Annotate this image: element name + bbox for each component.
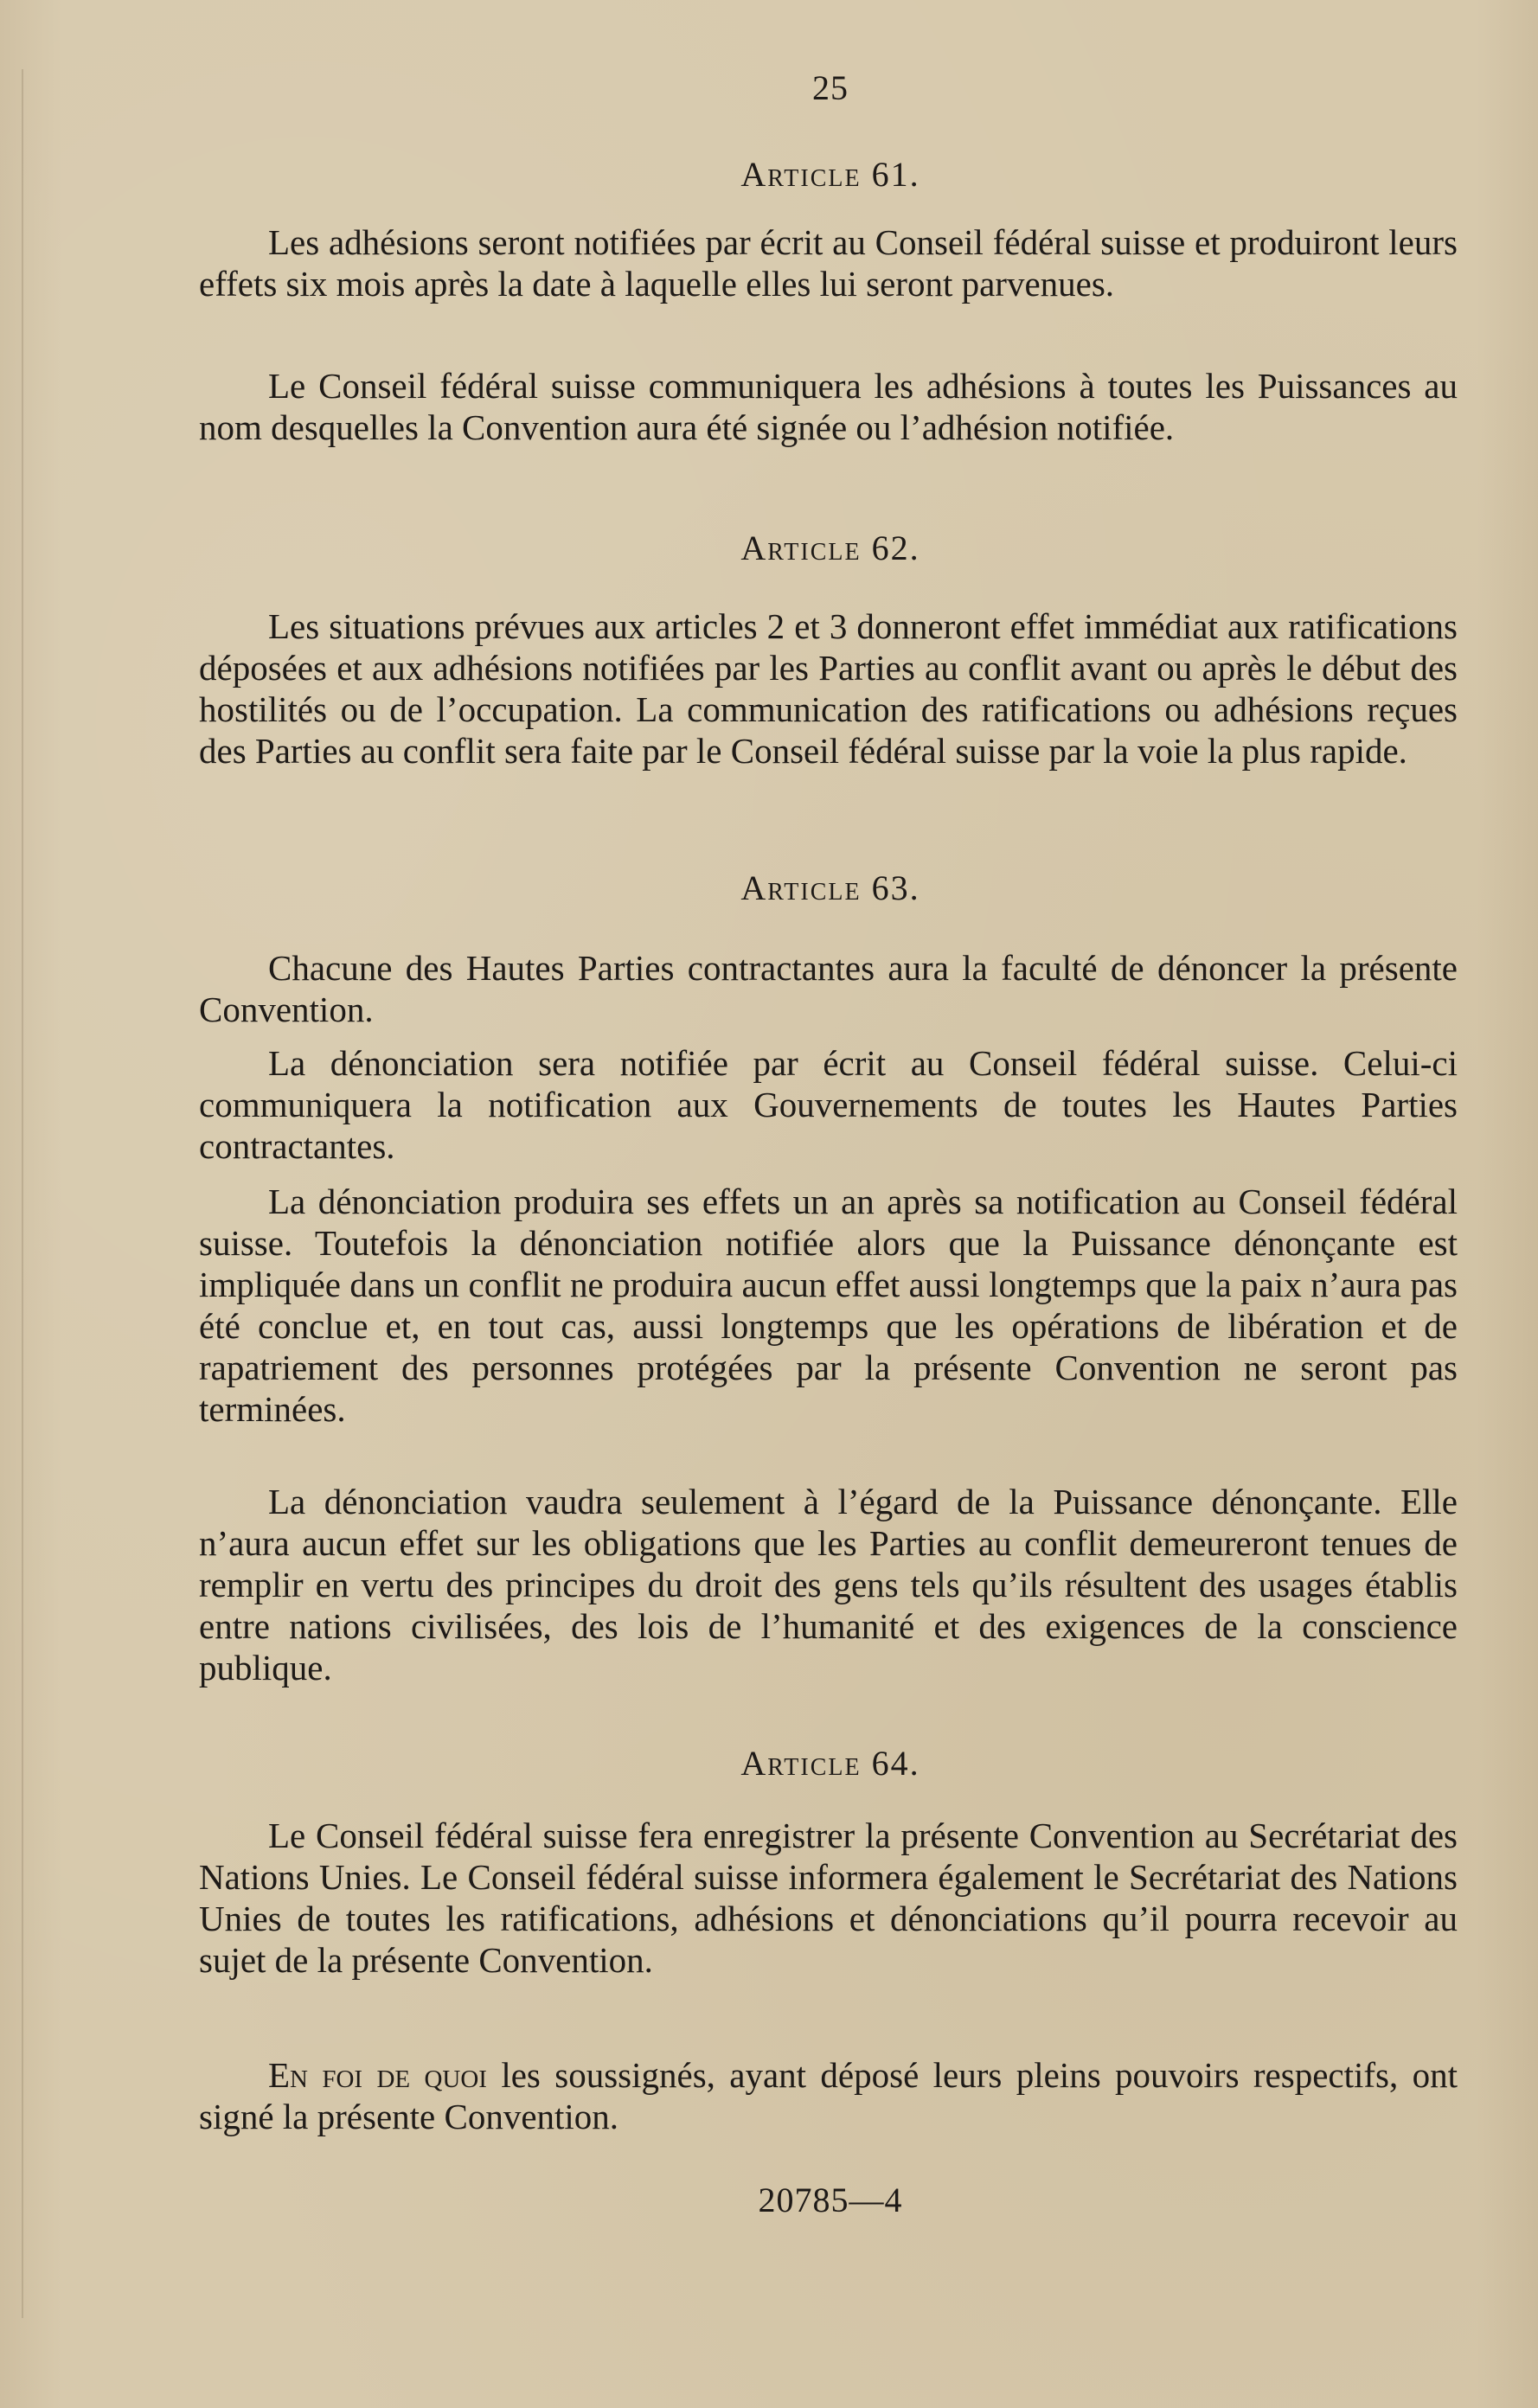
article-63-paragraph-1: Chacune des Hautes Parties contractantes aura la faculté de dénoncer la présente Convention. (199, 948, 1458, 1029)
closing-text: les soussignés, ayant déposé leurs pleins pouvoirs respectifs, ont signé la présente Convention. (199, 2055, 1458, 2136)
closing-lead: En foi de quoi (268, 2055, 487, 2095)
article-61-heading (164, 154, 1496, 195)
article-number: 64. (871, 1744, 920, 1783)
margin-shadow (22, 69, 23, 2318)
article-63-heading (164, 868, 1496, 908)
closing-paragraph (199, 2054, 1458, 2137)
article-64-heading (164, 1743, 1496, 1784)
article-label: Article (740, 155, 862, 194)
article-number: 61. (871, 155, 920, 194)
article-label: Article (740, 1744, 862, 1783)
article-61-paragraph-1: Les adhésions seront notifiées par écrit au Conseil fédéral suisse et produiront leurs effets six mois après la date à laquelle elles lui seront parvenues. (199, 222, 1458, 304)
article-number: 62. (871, 528, 920, 567)
article-63-paragraph-4: La dénonciation vaudra seulement à l’égard de la Puissance dénonçante. Elle n’aura aucun effet sur les obligations que les Parties au conflit demeureront tenues de remplir en vertu des principes du droit des gens tels qu’ils résultent des usages établis entre nations civilisées, des lois de l’humanité et des exigences de la conscience publique. (199, 1482, 1458, 1688)
article-63-paragraph-2: La dénonciation sera notifiée par écrit au Conseil fédéral suisse. Celui-ci communiquera la notification aux Gouvernements de toutes les Hautes Parties contractantes. (199, 1043, 1458, 1166)
page-number: 25 (812, 68, 849, 107)
article-61-paragraph-2: Le Conseil fédéral suisse communiquera les adhésions à toutes les Puissances au nom desquelles la Convention aura été signée ou l’adhésion notifiée. (199, 366, 1458, 447)
article-62-heading (164, 528, 1496, 568)
article-label: Article (740, 528, 862, 567)
article-number: 63. (871, 868, 920, 907)
article-label: Article (740, 868, 862, 907)
print-code: 20785—4 (758, 2181, 903, 2219)
document-page (164, 0, 1462, 2408)
article-64-paragraph-1: Le Conseil fédéral suisse fera enregistrer la présente Convention au Secrétariat des Nations Unies. Le Conseil fédéral suisse informera également le Secrétariat des Nations Unies de toutes les ratifications, adhésions et dénonciations qu’il pourra recevoir au sujet de la présente Convention. (199, 1816, 1458, 1980)
article-62-paragraph-1: Les situations prévues aux articles 2 et 3 donneront effet immédiat aux ratifications déposées et aux adhésions notifiées par les Parties au conflit avant ou après le début des hostilités ou de l’occupation. La communication des ratifications ou adhésions reçues des Parties au conflit sera faite par le Conseil fédéral suisse par la voie la plus rapide. (199, 606, 1458, 771)
article-63-paragraph-3: La dénonciation produira ses effets un an après sa notification au Conseil fédéral suisse. Toutefois la dénonciation notifiée alors que la Puissance dénonçante est impliquée dans un conflit ne produira aucun effet aussi longtemps que la paix n’aura pas été conclue et, en tout cas, aussi longtemps que les opérations de libération et de rapatriement des personnes protégées par la présente Convention ne seront pas terminées. (199, 1182, 1458, 1429)
